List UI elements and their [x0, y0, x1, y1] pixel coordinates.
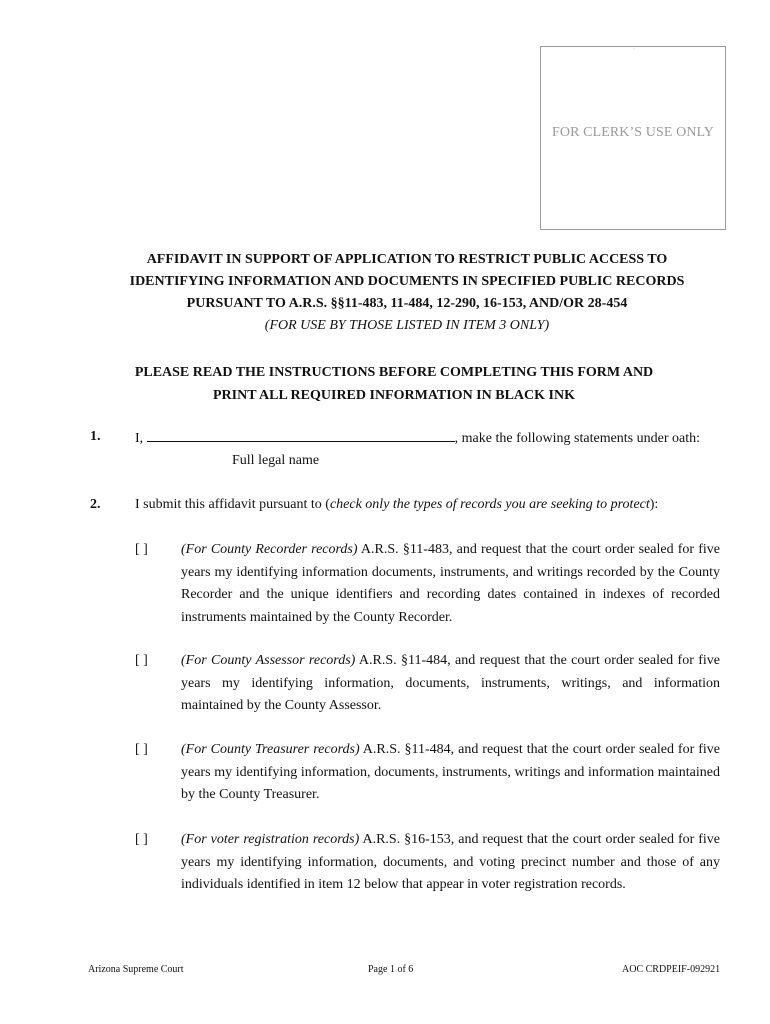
item-2-intro — [135, 497, 658, 513]
footer-court: Arizona Supreme Court — [88, 964, 184, 975]
form-subtitle: (FOR USE BY THOSE LISTED IN ITEM 3 ONLY) — [264, 318, 550, 333]
instructions-notice — [80, 361, 708, 407]
notice-line-1: PLEASE READ THE INSTRUCTIONS BEFORE COMPLETING THIS FORM AND — [134, 365, 654, 380]
notice-line-2: PRINT ALL REQUIRED INFORMATION IN BLACK INK — [213, 388, 575, 403]
clerk-use-box — [540, 46, 726, 230]
option-label: (For County Assessor records) — [181, 653, 356, 668]
footer-page-number: Page 1 of 6 — [368, 964, 414, 975]
item-1-suffix: , make the following statements under oath: — [454, 431, 700, 446]
checkbox-county-treasurer[interactable]: [ ] — [135, 742, 148, 757]
item-2-number: 2. — [90, 497, 101, 512]
item-1-prefix: I, — [135, 431, 144, 446]
footer-form-code: AOC CRDPEIF-092921 — [622, 964, 721, 975]
item-1-number: 1. — [90, 429, 101, 444]
option-label: (For County Recorder records) — [181, 542, 358, 557]
option-label: (For County Treasurer records) — [181, 742, 360, 757]
full-legal-name-caption: Full legal name — [232, 453, 320, 468]
checkbox-county-assessor[interactable]: [ ] — [135, 653, 148, 668]
option-text: A.R.S. §11-484, and request that the court order sealed for five years my identifying information, documents, instruments, writings, and information maintained by the County Assessor. — [181, 653, 720, 713]
option-label: (For voter registration records) — [181, 832, 360, 847]
option-voter-registration — [181, 829, 720, 897]
item-2-intro-start: I submit this affidavit pursuant to ( — [135, 497, 330, 512]
item-1-statement — [135, 429, 700, 447]
checkbox-county-recorder[interactable]: [ ] — [135, 542, 148, 557]
checkbox-voter-registration[interactable]: [ ] — [135, 832, 148, 847]
title-line-2: IDENTIFYING INFORMATION AND DOCUMENTS IN SPECIFIED PUBLIC RECORDS — [129, 274, 685, 289]
option-text: A.R.S. §11-484, and request that the court order sealed for five years my identifying information, documents, instruments, writings and information maintained by the County Treasurer. — [181, 742, 720, 802]
option-county-recorder — [181, 539, 720, 629]
option-text: A.R.S. §11-483, and request that the court order sealed for five years my identifying information documents, instruments, and writings recorded by the County Recorder and the unique identifiers and recording dates contained in indexes of recorded instruments maintained by the County Recorder. — [181, 542, 720, 625]
title-line-1: AFFIDAVIT IN SUPPORT OF APPLICATION TO RESTRICT PUBLIC ACCESS TO — [146, 252, 668, 267]
option-county-treasurer — [181, 739, 720, 807]
option-text: A.R.S. §16-153, and request that the court order sealed for five years my identifying information, documents, and voting precinct number and those of any individuals identified in item 12 below that appear in voter registration records. — [181, 832, 720, 892]
clerk-box-label: FOR CLERK’S USE ONLY — [551, 125, 714, 140]
title-line-3: PURSUANT TO A.R.S. §§11-483, 11-484, 12-290, 16-153, AND/OR 28-454 — [186, 296, 628, 311]
clerk-box-mark: ` — [633, 49, 635, 55]
item-2-intro-italic: check only the types of records you are seeking to protect — [329, 497, 650, 512]
form-title — [80, 249, 734, 315]
item-2-intro-end: ): — [649, 497, 659, 512]
full-legal-name-field[interactable] — [147, 429, 455, 442]
option-county-assessor — [181, 650, 720, 718]
